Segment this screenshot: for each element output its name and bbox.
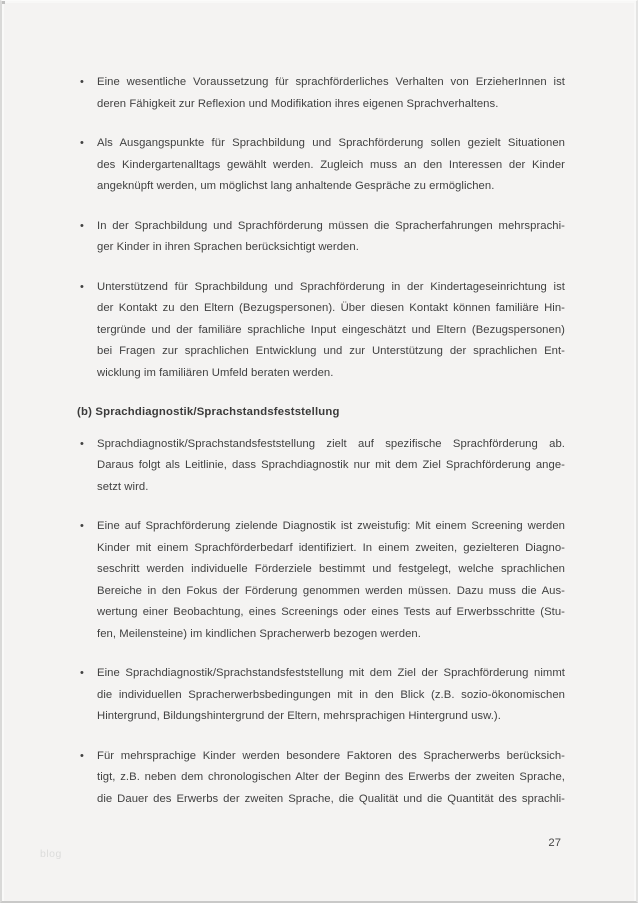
text-line: wicklung im familiären Umfeld beraten werden. [97, 366, 334, 379]
bullet-item [78, 133, 565, 198]
bullet-item [78, 516, 565, 645]
bullet-icon: • [80, 749, 84, 762]
bullet-item [78, 746, 565, 811]
bullet-item [78, 277, 565, 385]
text-line: tergründe und der familiäre sprachliche Input eingeschätzt und Eltern (Bezugspersonen) [97, 323, 565, 336]
section-heading: (b) Sprachdiagnostik/Sprachstandsfeststellung [77, 406, 340, 418]
text-line: Eine wesentliche Voraussetzung für sprachförderliches Verhalten von ErzieherInnen ist [97, 76, 565, 88]
text-line: tigt, z.B. neben dem chronologischen Alter der Beginn des Erwerbs der zweiten Sprache, [97, 771, 565, 783]
text-line: setzt wird. [97, 480, 149, 493]
text-line: deren Fähigkeit zur Reflexion und Modifikation ihres eigenen Sprachverhaltens. [97, 97, 499, 110]
text-line: Unterstützend für Sprachbildung und Sprachförderung in der Kindertageseinrichtung ist [97, 280, 565, 293]
bullet-item [78, 216, 565, 259]
text-line: Eine auf Sprachförderung zielende Diagnostik ist zweistufig: Mit einem Screening werden [97, 520, 565, 532]
bullet-icon: • [80, 137, 84, 149]
scan-artifact [2, 1, 5, 4]
text-line: wertung einer Beobachtung, eines Screenings oder eines Tests auf Erwerbsschritte (Stu- [97, 606, 565, 618]
bullet-icon: • [80, 219, 84, 232]
text-line: fen, Meilensteine) im kindlichen Spracherwerb bezogen werden. [97, 627, 421, 640]
text-line: Hintergrund, Bildungshintergrund der Eltern, mehrsprachigen Hintergrund usw.). [97, 710, 501, 722]
watermark: blog [40, 848, 62, 860]
bullet-item [78, 434, 565, 499]
bullet-icon: • [80, 76, 84, 88]
text-line: bei Fragen zur sprachlichen Entwicklung und zur Unterstützung der sprachlichen Ent- [97, 345, 565, 357]
bullet-icon: • [80, 520, 84, 532]
bullet-item [78, 663, 565, 728]
bullet-icon: • [80, 667, 84, 679]
text-line: ger Kinder in ihren Sprachen berücksichtigt werden. [97, 241, 359, 253]
document-content [78, 72, 565, 828]
text-line: Bereiche in den Fokus der Förderung genommen werden müssen. Dazu muss die Aus- [97, 584, 565, 597]
text-line: Daraus folgt als Leitlinie, dass Sprachdiagnostik nur mit dem Ziel Sprachförderung ange- [97, 459, 565, 471]
bullet-item [78, 72, 565, 115]
bullet-icon: • [80, 437, 84, 450]
bullet-icon: • [80, 280, 84, 293]
text-line: Sprachdiagnostik/Sprachstandsfeststellung zielt auf spezifische Sprachförderung ab. [97, 437, 565, 450]
text-line: die individuellen Spracherwerbsbedingungen mit in den Blick (z.B. sozio-ökonomischen [97, 688, 565, 701]
text-line: Als Ausgangspunkte für Sprachbildung und Sprachförderung sollen gezielt Situationen [97, 137, 565, 149]
text-line: Kinder mit einem Sprachförderbedarf identifiziert. In einem zweiten, gezielteren Diagno- [97, 541, 565, 554]
text-line: Für mehrsprachige Kinder werden besondere Faktoren des Spracherwerbs berücksich- [97, 749, 565, 762]
text-line: angeknüpft werden, um möglichst lang anhaltende Gespräche zu ermöglichen. [97, 180, 495, 192]
text-line: seschritt werden individuelle Förderziele bestimmt und festgelegt, welche sprachlichen [97, 563, 565, 575]
text-line: der Kontakt zu den Eltern (Bezugspersonen). Über diesen Kontakt können familiäre Hin- [97, 302, 565, 314]
text-line: Eine Sprachdiagnostik/Sprachstandsfeststellung mit dem Ziel der Sprachförderung nimmt [97, 667, 565, 679]
text-line: die Dauer des Erwerbs der zweiten Sprache, die Qualität und die Quantität des sprachli- [97, 792, 565, 805]
text-line: des Kindergartenalltags gewählt werden. Zugleich muss an den Interessen der Kinder [97, 158, 565, 171]
page-number: 27 [548, 837, 561, 849]
text-line: In der Sprachbildung und Sprachförderung müssen die Spracherfahrungen mehrsprachi- [97, 219, 565, 232]
